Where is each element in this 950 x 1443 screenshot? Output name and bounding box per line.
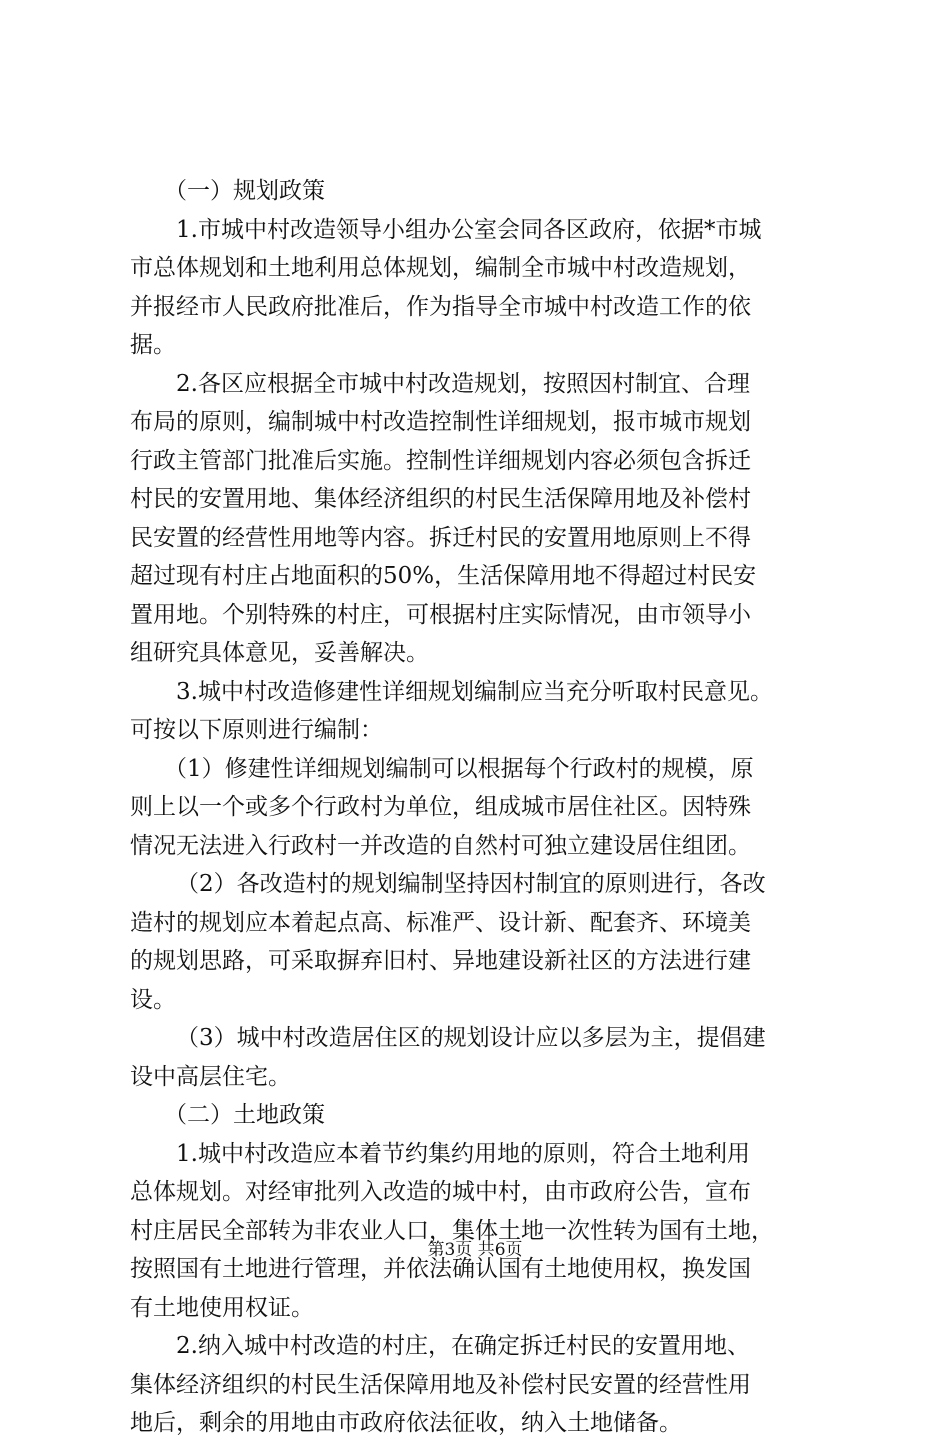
paragraph-line: 1.城中村改造应本着节约集约用地的原则，符合土地利用 (176, 1140, 750, 1167)
paragraph-line: 设。 (130, 986, 176, 1013)
paragraph-line: 则上以一个或多个行政村为单位，组成城市居住社区。因特殊 (130, 794, 751, 820)
paragraph-line: （3）城中村改造居住区的规划设计应以多层为主，提倡建 (176, 1025, 766, 1051)
paragraph-line: 村民的安置用地、集体经济组织的村民生活保障用地及补偿村 (130, 486, 751, 512)
section-heading-land: （二）土地政策 (164, 1102, 325, 1128)
paragraph-line: 2.纳入城中村改造的村庄，在确定拆迁村民的安置用地、 (176, 1333, 750, 1359)
paragraph-line: （2）各改造村的规划编制坚持因村制宜的原则进行，各改 (176, 871, 766, 897)
paragraph-line: 3.城中村改造修建性详细规划编制应当充分听取村民意见。 (176, 678, 773, 705)
paragraph-line: 据。 (130, 332, 176, 358)
paragraph-line: 超过现有村庄占地面积的50%，生活保障用地不得超过村民安 (130, 563, 757, 589)
paragraph-line: 并报经市人民政府批准后，作为指导全市城中村改造工作的依 (130, 293, 751, 320)
paragraph-line: 1.市城中村改造领导小组办公室会同各区政府，依据*市城 (176, 216, 762, 243)
paragraph-line: （1）修建性详细规划编制可以根据每个行政村的规模，原 (164, 755, 754, 782)
section-heading-planning: （一）规划政策 (164, 178, 325, 204)
paragraph-line: 有土地使用权证。 (130, 1294, 314, 1321)
paragraph-line: 按照国有土地进行管理，并依法确认国有土地使用权，换发国 (130, 1256, 751, 1282)
page-number: 第3页 共6页 (427, 1240, 523, 1260)
paragraph-line: 集体经济组织的村民生活保障用地及补偿村民安置的经营性用 (130, 1371, 751, 1398)
paragraph-line: 总体规划。对经审批列入改造的城中村，由市政府公告，宣布 (130, 1179, 751, 1205)
paragraph-line: 地后，剩余的用地由市政府依法征收，纳入土地储备。 (130, 1410, 682, 1436)
paragraph-line: 可按以下原则进行编制： (130, 717, 383, 743)
paragraph-line: 市总体规划和土地利用总体规划，编制全市城中村改造规划， (130, 255, 751, 281)
paragraph-line: 设中高层住宅。 (130, 1063, 291, 1090)
paragraph-line: 行政主管部门批准后实施。控制性详细规划内容必须包含拆迁 (130, 447, 751, 474)
paragraph-line: 2.各区应根据全市城中村改造规划，按照因村制宜、合理 (176, 370, 750, 397)
paragraph-line: 村庄居民全部转为非农业人口，集体土地一次性转为国有土地， (130, 1217, 774, 1244)
paragraph-line: 组研究具体意见，妥善解决。 (130, 640, 429, 666)
paragraph-line: 造村的规划应本着起点高、标准严、设计新、配套齐、环境美 (130, 909, 751, 936)
paragraph-line: 的规划思路，可采取摒弃旧村、异地建设新社区的方法进行建 (130, 948, 751, 974)
paragraph-line: 置用地。个别特殊的村庄，可根据村庄实际情况，由市领导小 (130, 601, 751, 628)
paragraph-line: 情况无法进入行政村一并改造的自然村可独立建设居住组团。 (130, 832, 751, 859)
paragraph-line: 布局的原则，编制城中村改造控制性详细规划，报市城市规划 (130, 409, 751, 435)
paragraph-line: 民安置的经营性用地等内容。拆迁村民的安置用地原则上不得 (130, 524, 751, 551)
